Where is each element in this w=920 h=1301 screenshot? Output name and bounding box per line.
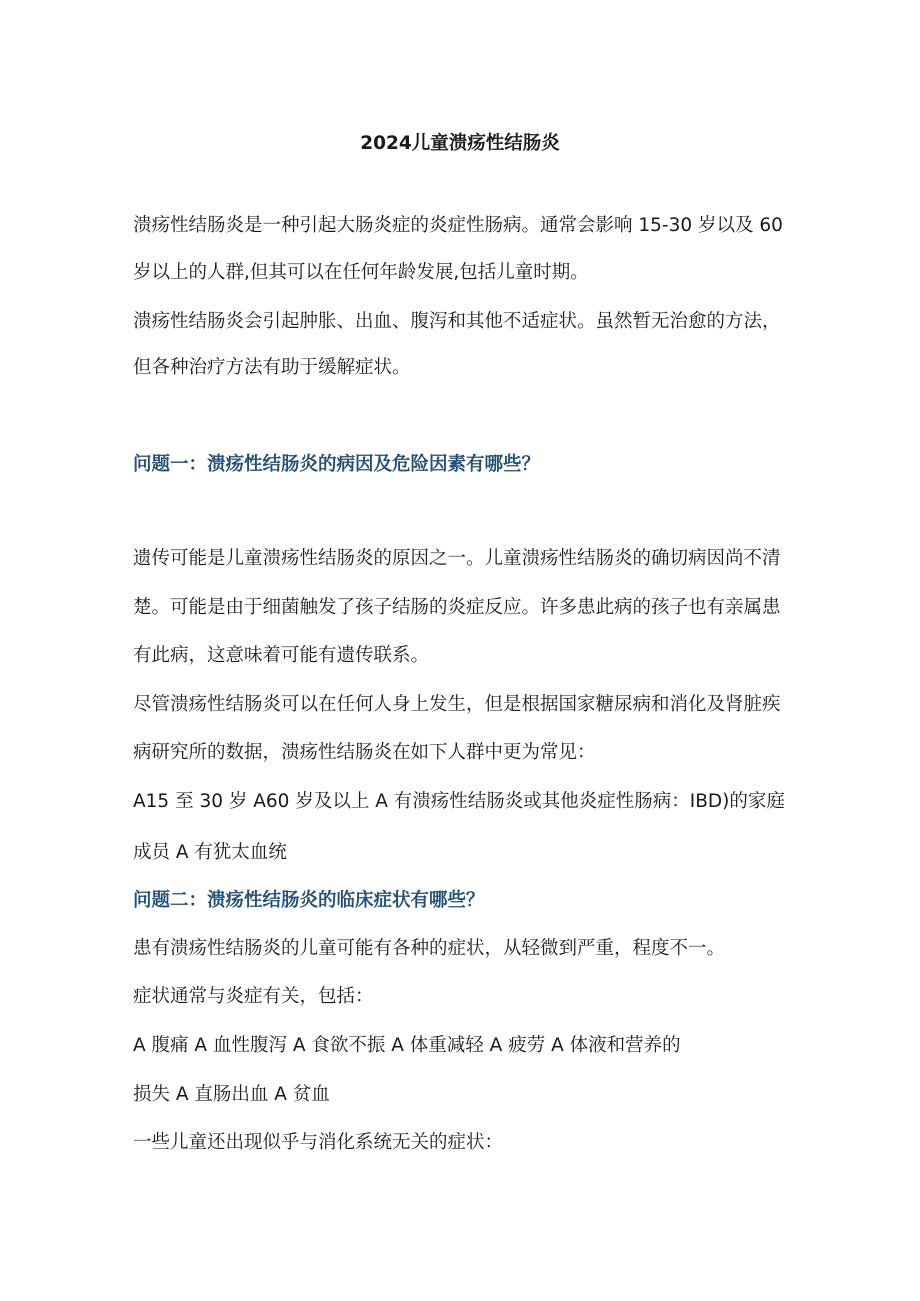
- paragraph-line: 损失 A 直肠出血 A 贫血: [133, 1084, 330, 1105]
- paragraph-line: 楚。可能是由于细菌触发了孩子结肠的炎症反应。许多患此病的孩子也有亲属患: [133, 597, 781, 618]
- paragraph-line: A 腹痛 A 血性腹泻 A 食欲不振 A 体重减轻 A 疲劳 A 体液和营养的: [133, 1035, 681, 1056]
- intro-line: 溃疡性结肠炎会引起肿胀、出血、腹泻和其他不适症状。虽然暂无治愈的方法，: [133, 311, 781, 332]
- intro-line: 溃疡性结肠炎是一种引起大肠炎症的炎症性肠病。通常会影响 15-30 岁以及 60: [133, 215, 783, 236]
- paragraph-line: 病研究所的数据，溃疡性结肠炎在如下人群中更为常见：: [133, 742, 596, 763]
- paragraph-line: 患有溃疡性结肠炎的儿童可能有各种的症状，从轻微到严重，程度不一。: [133, 938, 726, 959]
- paragraph-line: 成员 A 有犹太血统: [133, 842, 287, 863]
- intro-line: 但各种治疗方法有助于缓解症状。: [133, 357, 411, 378]
- paragraph-line: A15 至 30 岁 A60 岁及以上 A 有溃疡性结肠炎或其他炎症性肠病：IBD)的家庭: [133, 791, 785, 812]
- intro-line: 岁以上的人群,但其可以在任何年龄发展,包括儿童时期。: [133, 262, 589, 283]
- paragraph-line: 一些儿童还出现似乎与消化系统无关的症状：: [133, 1132, 504, 1153]
- section-heading-q1: 问题一：溃疡性结肠炎的病因及危险因素有哪些？: [133, 454, 541, 475]
- paragraph-line: 尽管溃疡性结肠炎可以在任何人身上发生，但是根据国家糖尿病和消化及肾脏疾: [133, 694, 781, 715]
- paragraph-line: 遗传可能是儿童溃疡性结肠炎的原因之一。儿童溃疡性结肠炎的确切病因尚不清: [133, 548, 781, 569]
- section-heading-q2: 问题二：溃疡性结肠炎的临床症状有哪些？: [133, 890, 485, 911]
- paragraph-line: 症状通常与炎症有关，包括：: [133, 986, 374, 1007]
- document-title: 2024儿童溃疡性结肠炎: [360, 133, 560, 154]
- paragraph-line: 有此病，这意味着可能有遗传联系。: [133, 645, 430, 666]
